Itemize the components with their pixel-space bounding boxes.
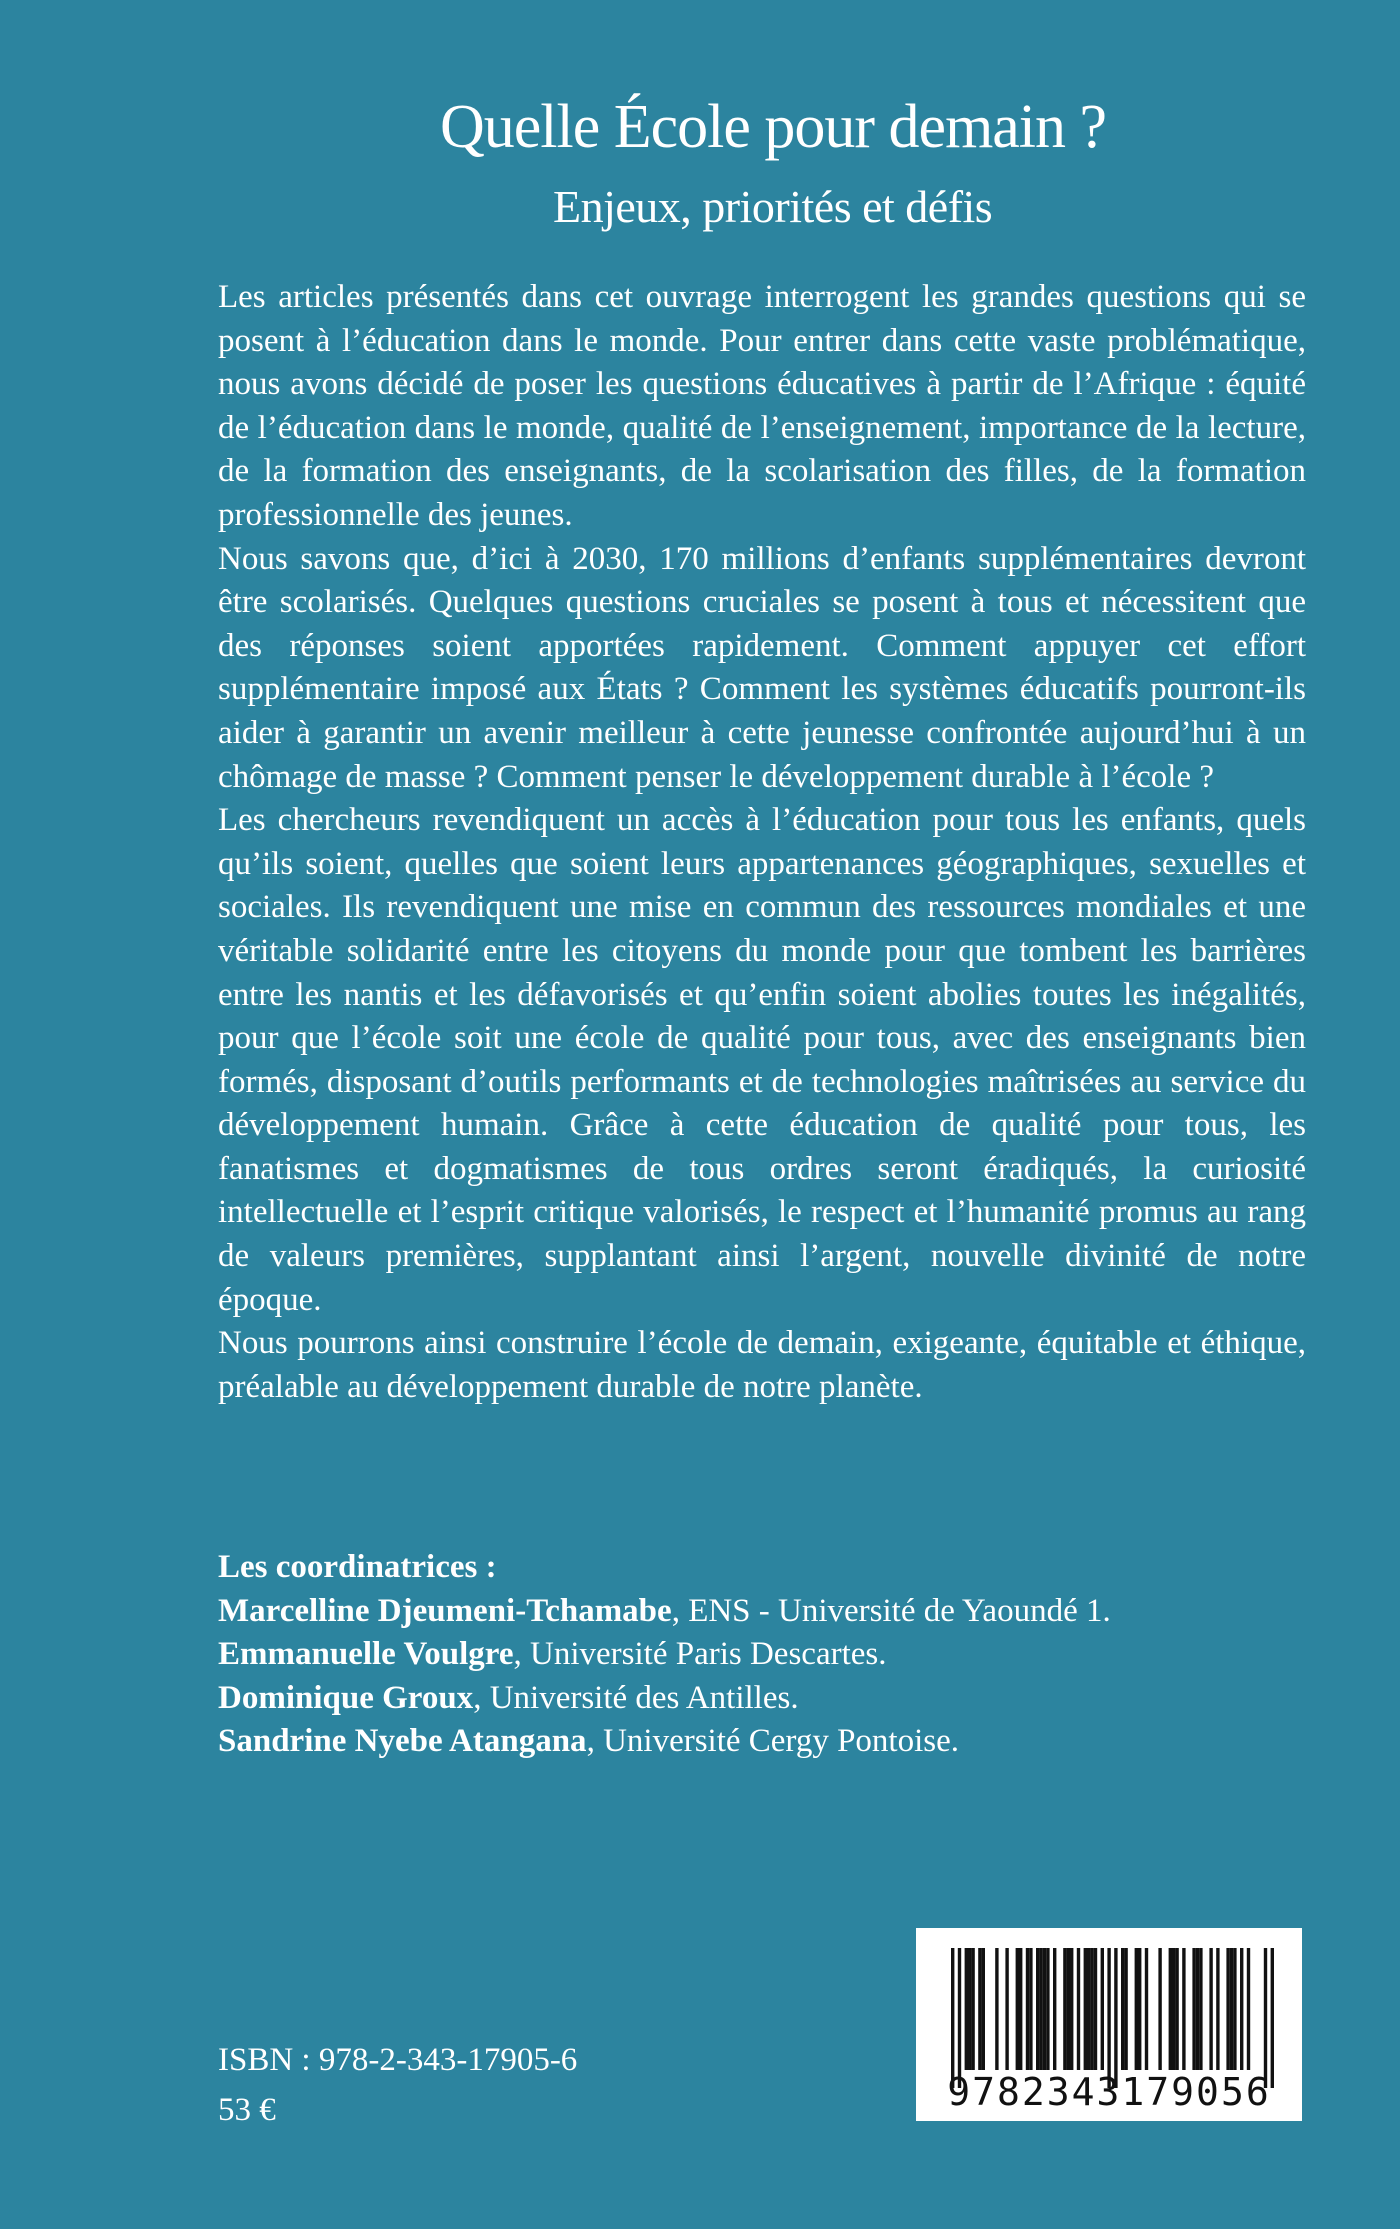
coordinator-entry <box>218 1590 1318 1634</box>
barcode-bar <box>1036 1948 1039 2070</box>
barcode-bar <box>1135 1948 1138 2070</box>
blurb <box>218 276 1306 1409</box>
barcode-bar <box>971 1948 974 2070</box>
barcode-bar <box>982 1948 985 2070</box>
barcode-bar <box>951 1948 954 2088</box>
barcode-bar <box>1247 1948 1250 2070</box>
barcode-bar <box>1046 1948 1049 2070</box>
barcode-bar <box>1158 1948 1161 2070</box>
barcode-bar <box>1094 1948 1097 2070</box>
price-text: 53 € <box>218 2092 276 2128</box>
coordinator-name: Emmanuelle Voulgre <box>218 1636 514 1672</box>
barcode-bar <box>1070 1948 1073 2070</box>
barcode-bar <box>958 1948 961 2088</box>
barcode-bar <box>1264 1948 1267 2088</box>
barcode-bar <box>1216 1948 1219 2070</box>
barcode-bar <box>1053 1948 1056 2070</box>
book-title: Quelle École pour demain ? <box>440 93 1107 161</box>
barcode-bar <box>1043 1948 1046 2070</box>
blurb-paragraph: Les chercheurs revendiquent un accès à l’éducation pour tous les enfants, quels qu’ils soient, quelles que soient leurs appartenances géographiques, sexuelles et sociales. Ils revendiquent une mise en commun des ressources mondiales et une véritable solidarité entre les citoyens du monde pour que tombent les barrières entre les nantis et les défavorisés et qu’enfin soient abolies toutes les inégalités, pour que l’école soit une école de qualité pour tous, avec des enseignants bien formés, disposant d’outils performants et de technologies maîtrisées au service du développement humain. Grâce à cette éducation de qualité pour tous, les fanatismes et dogmatismes de tous ordres seront éradiqués, la curiosité intellectuelle et l’esprit critique valorisés, le respect et l’humanité promus au rang de valeurs premières, supplantant ainsi l’argent, nouvelle divinité de notre époque. <box>218 802 1306 1318</box>
barcode <box>916 1928 1302 2121</box>
barcode-bar <box>1067 1948 1070 2070</box>
coordinator-name: Marcelline Djeumeni-Tchamabe <box>218 1592 672 1629</box>
barcode-bar <box>1230 1948 1233 2070</box>
barcode-bar <box>1182 1948 1185 2070</box>
barcode-bar <box>1114 1948 1117 2088</box>
coordinator-affiliation: , Université Paris Descartes. <box>513 1636 887 1672</box>
barcode-bar <box>1226 1948 1229 2070</box>
coordinator-affiliation: , ENS - Université de Yaoundé 1. <box>671 1592 1111 1629</box>
coordinator-affiliation: , Université Cergy Pontoise. <box>586 1723 960 1759</box>
barcode-bar <box>1077 1948 1080 2070</box>
barcode-bar <box>1084 1948 1087 2070</box>
barcode-bar <box>1101 1948 1104 2070</box>
barcode-bar <box>1271 1948 1274 2088</box>
barcode-bar <box>1005 1948 1008 2070</box>
barcode-bar <box>1233 1948 1236 2070</box>
blurb-paragraph: Nous savons que, d’ici à 2030, 170 millions d’enfants supplémentaires devront être scolarisés. Quelques questions cruciales se posent à tous et nécessitent que des réponses soient apportées rapidement. Comment appuyer cet effort supplémentaire imposé aux États ? Comment les systèmes éducatifs pourront-ils aider à garantir un avenir meilleur à cette jeunesse confrontée aujourd’hui à un chômage de masse ? Comment penser le développement durable à l’école ? <box>218 540 1306 795</box>
barcode-bar <box>1026 1948 1029 2070</box>
coordinator-entry <box>218 1720 1318 1764</box>
blurb-paragraph: Les articles présentés dans cet ouvrage interrogent les grandes questions qui se posent à l’éducation dans le monde. Pour entrer dans cette vaste problématique, nous avons décidé de poser les questions éducatives à partir de l’Afrique : équité de l’éducation dans le monde, qualité de l’enseignement, importance de la lecture, de la formation des enseignants, de la scolarisation des filles, de la formation professionnelle des jeunes. <box>218 279 1306 533</box>
barcode-bar <box>995 1948 998 2070</box>
barcode-bar <box>1175 1948 1178 2070</box>
coordinators-heading: Les coordinatrices : <box>218 1549 497 1585</box>
coordinator-name: Dominique Groux <box>218 1679 474 1716</box>
barcode-bar <box>1019 1948 1022 2070</box>
barcode-bar <box>1209 1948 1212 2070</box>
barcode-bar <box>1039 1948 1042 2070</box>
barcode-bar <box>1172 1948 1175 2070</box>
barcode-digits: 9782343179056 <box>947 2070 1271 2114</box>
barcode-bar <box>965 1948 968 2070</box>
barcode-bar <box>1199 1948 1202 2070</box>
barcode-bar <box>968 1948 971 2070</box>
coordinator-entry <box>218 1633 1318 1677</box>
barcode-bar <box>1196 1948 1199 2070</box>
barcode-bar <box>1016 1948 1019 2070</box>
coordinators-section <box>218 1546 1318 1764</box>
barcode-bar <box>1063 1948 1066 2070</box>
book-subtitle: Enjeux, priorités et défis <box>553 181 993 232</box>
coordinator-name: Sandrine Nyebe Atangana <box>218 1723 587 1759</box>
isbn-text: ISBN : 978-2-343-17905-6 <box>218 2042 578 2078</box>
barcode-bar <box>978 1948 981 2070</box>
barcode-bar <box>1124 1948 1127 2070</box>
barcode-bar <box>1090 1948 1093 2070</box>
coordinator-entry <box>218 1677 1318 1721</box>
barcode-bar <box>1192 1948 1195 2070</box>
barcode-bar <box>1240 1948 1243 2070</box>
barcode-bar <box>1145 1948 1148 2070</box>
coordinator-affiliation: , Université des Antilles. <box>473 1679 799 1716</box>
blurb-paragraph: Nous pourrons ainsi construire l’école de demain, exigeante, équitable et éthique, préalable au développement durable de notre planète. <box>218 1325 1306 1405</box>
barcode-bar <box>1029 1948 1032 2070</box>
barcode-bar <box>1107 1948 1110 2088</box>
barcode-bar <box>1121 1948 1124 2070</box>
barcode-bar <box>1138 1948 1141 2070</box>
barcode-bar <box>1087 1948 1090 2070</box>
barcode-bar <box>1169 1948 1172 2070</box>
